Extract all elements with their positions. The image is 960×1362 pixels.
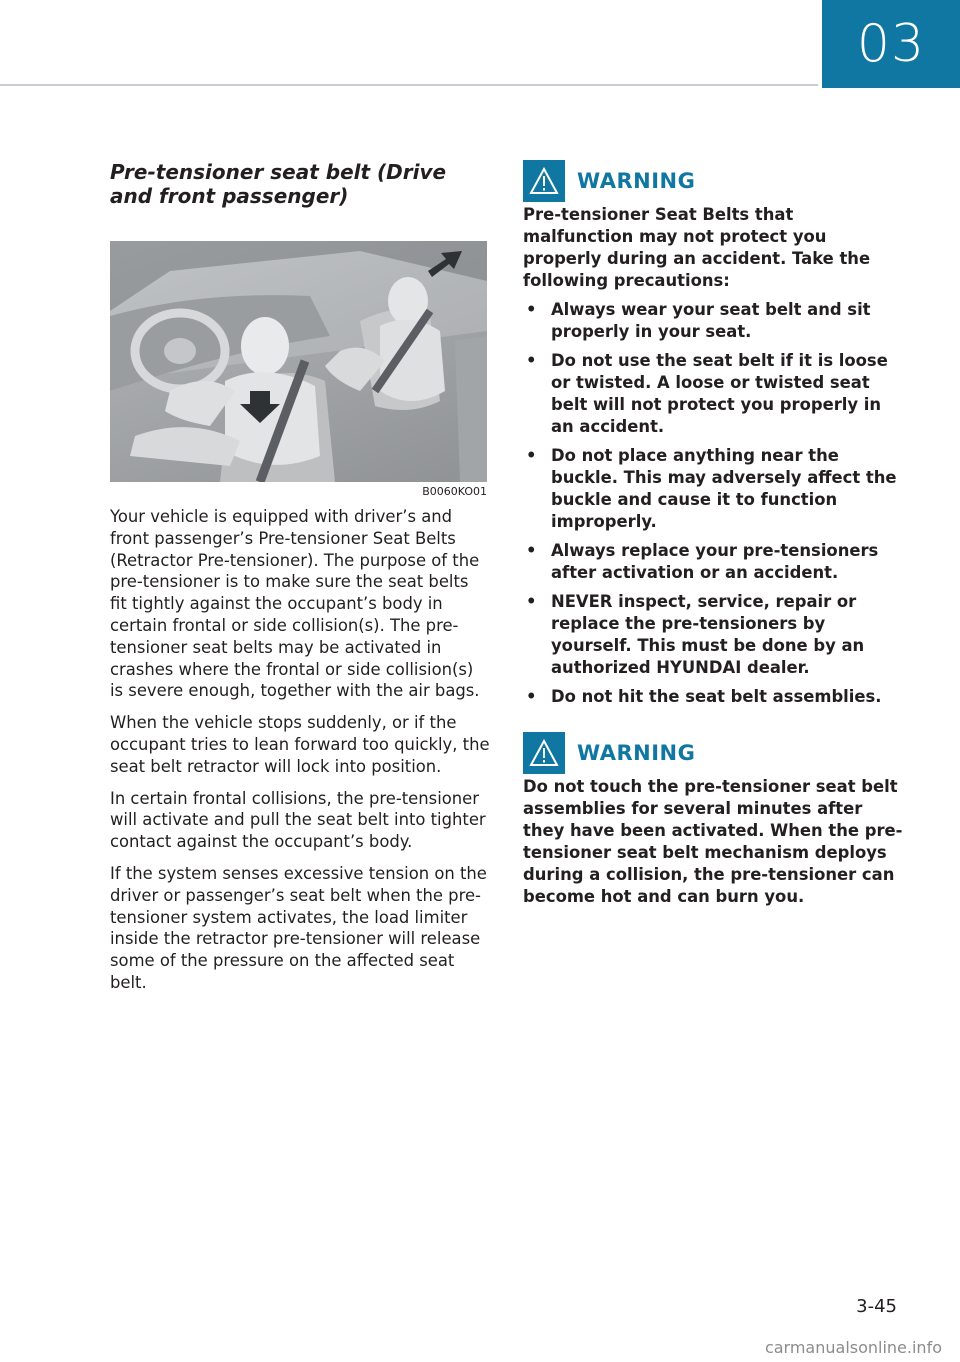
warning-title: WARNING: [577, 169, 696, 193]
chapter-number: 03: [856, 14, 926, 74]
list-item: • NEVER inspect, service, repair or replace the pre-tensioners by yourself. This must be done by an authorized HYUNDAI dealer.: [523, 591, 903, 679]
list-item: • Always replace your pre-tensioners after activation or an accident.: [523, 540, 903, 584]
page-number: 3-45: [856, 1296, 897, 1317]
warning-triangle-icon: [523, 160, 565, 202]
car-interior-illustration: [110, 241, 487, 482]
paragraph: In certain frontal collisions, the pre-tensioner will activate and pull the seat belt into tighter contact against the occupant’s body.: [110, 788, 486, 852]
warning-header: [523, 160, 903, 202]
warning-body: [523, 776, 903, 908]
warning-header: [523, 732, 903, 774]
warning-box-2: [523, 732, 903, 908]
header-rule: [0, 84, 818, 86]
warning-triangle-icon: [523, 732, 565, 774]
warning-list: [523, 299, 903, 708]
body-text: [110, 506, 490, 994]
warning-intro: Pre-tensioner Seat Belts that malfunction may not protect you properly during an accident. Take the following precautions:: [523, 205, 871, 290]
figure-code: B0060KO01: [422, 485, 487, 498]
left-column: [110, 160, 490, 994]
right-column: [523, 160, 903, 908]
paragraph: If the system senses excessive tension on the driver or passenger’s seat belt when the pre-tensioner system activates, the load limiter inside the retractor pre-tensioner will release some of the pressure on the affected seat belt.: [110, 863, 487, 992]
warning-body: [523, 204, 903, 708]
warning-box-1: [523, 160, 903, 708]
warning-text: Do not touch the pre-tensioner seat belt assemblies for several minutes after they have been activated. When the pre-tensioner seat belt mechanism deploys during a collision, the pre-tensioner can become hot and can burn you.: [523, 777, 903, 906]
paragraph: Your vehicle is equipped with driver’s and front passenger’s Pre-tensioner Seat Belts (Retractor Pre-tensioner). The purpose of the pre-tensioner is to make sure the seat belts fit tightly against the occupant’s body in certain frontal or side collision(s). The pre-tensioner seat belts may be activated in crashes where the frontal or side collision(s) is severe enough, together with the air bags.: [110, 507, 480, 701]
paragraph: When the vehicle stops suddenly, or if the occupant tries to lean forward too quickly, the seat belt retractor will lock into position.: [110, 713, 490, 776]
seatbelt-illustration: [110, 241, 487, 482]
list-item: • Always wear your seat belt and sit properly in your seat.: [523, 299, 903, 343]
chapter-tab: [822, 0, 960, 88]
warning-title: WARNING: [577, 741, 696, 765]
list-item: • Do not place anything near the buckle. This may adversely affect the buckle and cause it to function improperly.: [523, 445, 903, 533]
list-item: • Do not use the seat belt if it is loose or twisted. A loose or twisted seat belt will not protect you properly in an accident.: [523, 350, 903, 438]
list-item: • Do not hit the seat belt assemblies.: [523, 686, 903, 708]
watermark[interactable]: carmanualsonline.info: [764, 1338, 942, 1357]
section-title: Pre-tensioner seat belt (Drive and front passenger): [110, 160, 447, 208]
